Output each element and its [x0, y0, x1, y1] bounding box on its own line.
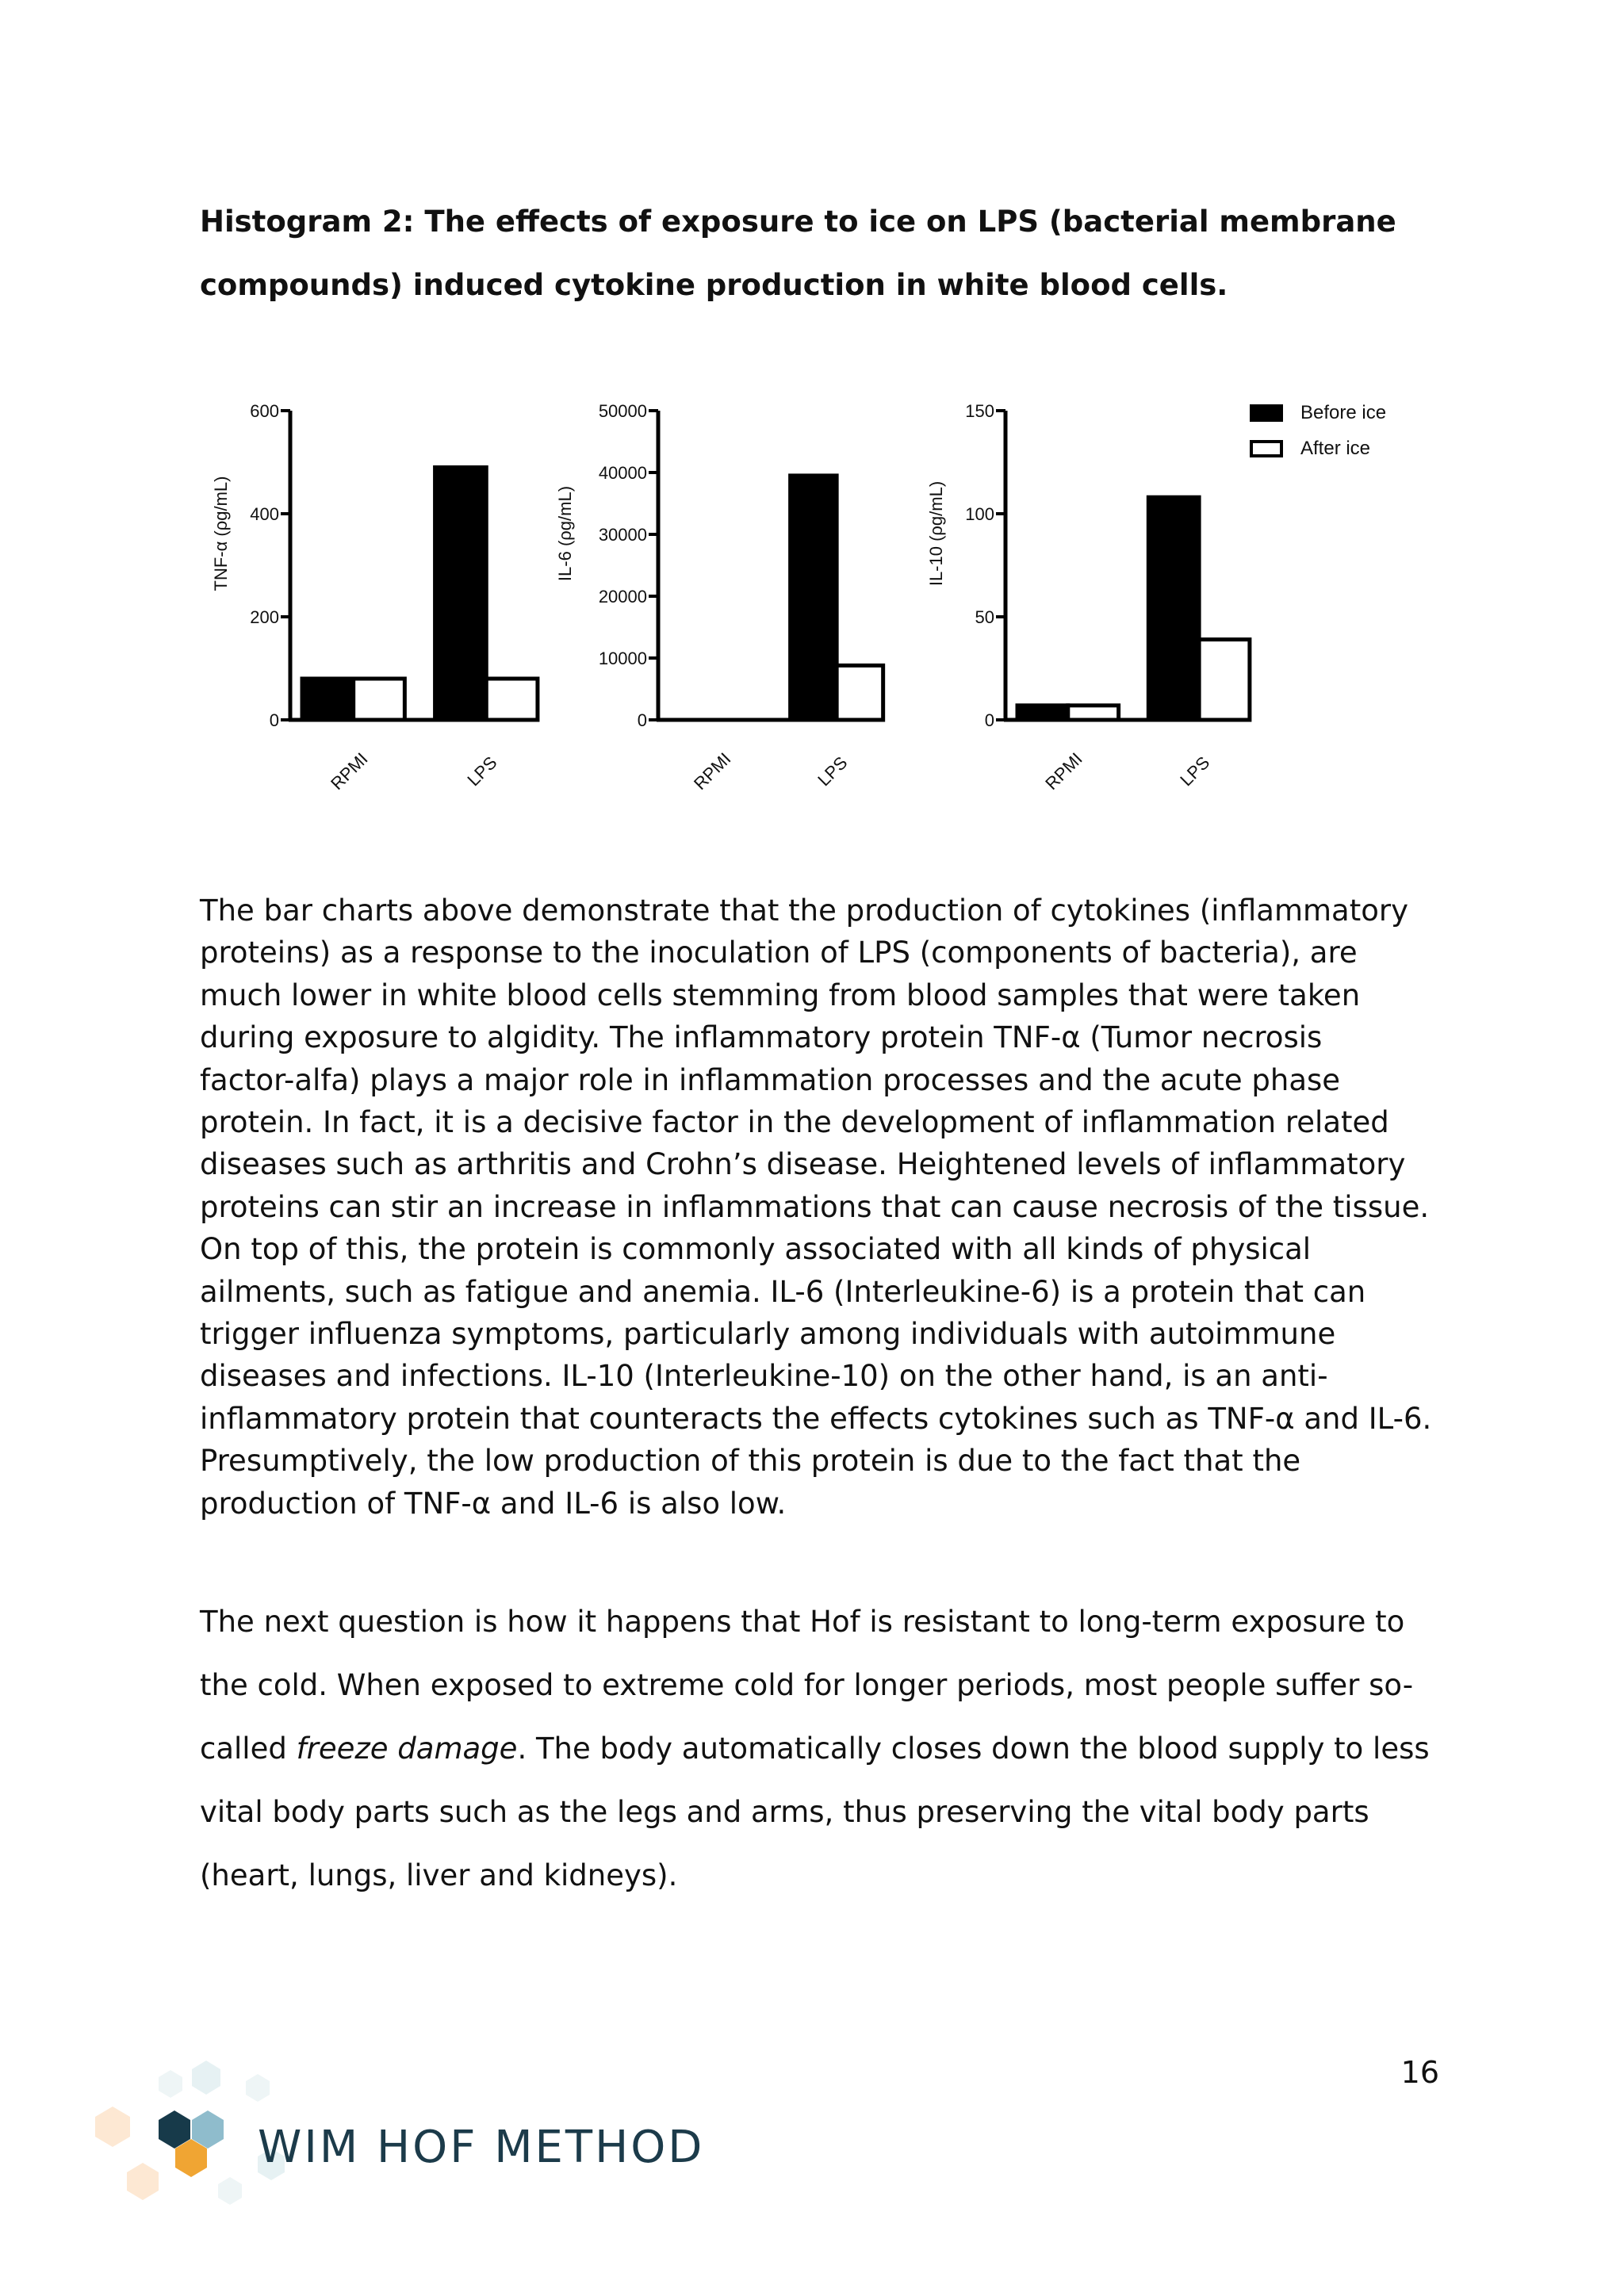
bar-before-ice — [302, 679, 354, 720]
paragraph-line: production of TNF-α and IL-6 is also low. — [200, 1486, 787, 1521]
paragraph-line: the cold. When exposed to extreme cold for longer periods, most people suffer so- — [200, 1668, 1414, 1702]
y-tick-label: 10000 — [598, 649, 647, 668]
bar-after-ice — [1199, 640, 1250, 720]
y-tick-label: 600 — [250, 401, 279, 421]
paragraph-line: ailments, such as fatigue and anemia. IL-6 (Interleukine-6) is a protein that can — [200, 1274, 1366, 1309]
page-number: 16 — [1400, 2055, 1439, 2090]
x-tick-label: LPS — [814, 752, 852, 790]
x-tick-label: LPS — [1176, 752, 1214, 790]
paragraph-line: proteins can stir an increase in inflammations that can cause necrosis of the tissue. — [200, 1189, 1430, 1224]
y-tick-label: 0 — [984, 710, 994, 730]
y-tick-label: 150 — [965, 401, 994, 421]
bar-after-ice — [837, 665, 883, 720]
y-tick-label: 40000 — [598, 463, 647, 483]
logo-hexagon-pale — [159, 2070, 182, 2098]
body-paragraph-cytokines — [200, 890, 1453, 1525]
page-heading — [200, 190, 1437, 317]
bar-after-ice — [486, 679, 538, 720]
paragraph-line: protein. In fact, it is a decisive factor in the development of inflammation related — [200, 1105, 1389, 1140]
bar-before-ice — [435, 468, 487, 721]
heading-line-1: Histogram 2: The effects of exposure to ice on LPS (bacterial membrane — [200, 205, 1396, 239]
paragraph-line: The bar charts above demonstrate that the production of cytokines (inflammatory — [200, 894, 1408, 928]
paragraph-line: trigger influenza symptoms, particularly among individuals with autoimmune — [200, 1317, 1336, 1352]
y-tick-label: 50 — [975, 607, 994, 627]
x-tick-label: RPMI — [327, 748, 372, 794]
legend-label: Before ice — [1300, 402, 1387, 423]
body-paragraph-freeze-damage — [200, 1590, 1453, 1908]
y-axis-label: IL-10 (ρg/mL) — [926, 480, 946, 587]
y-tick-label: 0 — [637, 710, 647, 730]
legend-swatch — [1251, 406, 1281, 420]
y-tick-label: 100 — [965, 504, 994, 524]
logo-hexagon-pale — [218, 2177, 242, 2205]
logo-hexagon-pale — [127, 2163, 159, 2200]
paragraph-line: diseases such as arthritis and Crohn’s disease. Heightened levels of inflammatory — [200, 1147, 1406, 1182]
bar-before-ice — [1017, 706, 1068, 720]
x-tick-label: LPS — [463, 752, 501, 790]
logo-hexagon-pale — [95, 2107, 130, 2147]
paragraph-line: factor-alfa) plays a major role in inflammation processes and the acute phase — [200, 1062, 1341, 1097]
bar-before-ice — [791, 476, 837, 720]
paragraph-line: proteins) as a response to the inoculation of LPS (components of bacteria), are — [200, 936, 1358, 970]
legend-label: After ice — [1300, 438, 1371, 459]
paragraph-line: diseases and infections. IL-10 (Interleukine-10) on the other hand, is an anti- — [200, 1359, 1328, 1394]
paragraph-line — [200, 1717, 1453, 1781]
line-text: called — [200, 1732, 297, 1766]
y-tick-label: 200 — [250, 607, 279, 627]
paragraph-line: inflammatory protein that counteracts the effects cytokines such as TNF-α and IL-6. — [200, 1401, 1432, 1436]
paragraph-line: during exposure to algidity. The inflammatory protein TNF-α (Tumor necrosis — [200, 1020, 1323, 1055]
x-tick-label: RPMI — [689, 748, 735, 794]
y-tick-label: 400 — [250, 504, 279, 524]
logo-hexagon-pale — [246, 2074, 270, 2102]
bar-before-ice — [1148, 497, 1199, 720]
paragraph-line: (heart, lungs, liver and kidneys). — [200, 1858, 678, 1892]
y-axis-label: IL-6 (ρg/mL) — [555, 485, 575, 582]
paragraph-line: Presumptively, the low production of this protein is due to the fact that the — [200, 1444, 1301, 1479]
bar-after-ice — [1068, 706, 1119, 720]
line-text: . The body automatically closes down the blood supply to less — [517, 1732, 1430, 1766]
paragraph-line: The next question is how it happens that Hof is resistant to long-term exposure to — [200, 1605, 1405, 1639]
y-tick-label: 20000 — [598, 587, 647, 607]
legend-swatch — [1251, 442, 1281, 456]
paragraph-line: vital body parts such as the legs and arms, thus preserving the vital body parts — [200, 1795, 1369, 1829]
logo-wordmark: WIM HOF METHOD — [258, 2122, 705, 2173]
cytokine-bar-charts — [182, 373, 1451, 817]
paragraph-line: On top of this, the protein is commonly associated with all kinds of physical — [200, 1232, 1312, 1267]
y-axis-label: TNF-α (ρg/mL) — [211, 476, 231, 591]
y-tick-label: 0 — [269, 710, 279, 730]
x-tick-label: RPMI — [1041, 748, 1086, 794]
y-tick-label: 50000 — [598, 401, 647, 421]
heading-line-2: compounds) induced cytokine production in white blood cells. — [200, 268, 1228, 302]
y-tick-label: 30000 — [598, 525, 647, 545]
paragraph-line: much lower in white blood cells stemming from blood samples that were taken — [200, 978, 1361, 1012]
logo-hexagon-pale — [192, 2061, 220, 2095]
bar-after-ice — [354, 679, 405, 720]
emphasis-freeze-damage: freeze damage — [296, 1732, 518, 1766]
